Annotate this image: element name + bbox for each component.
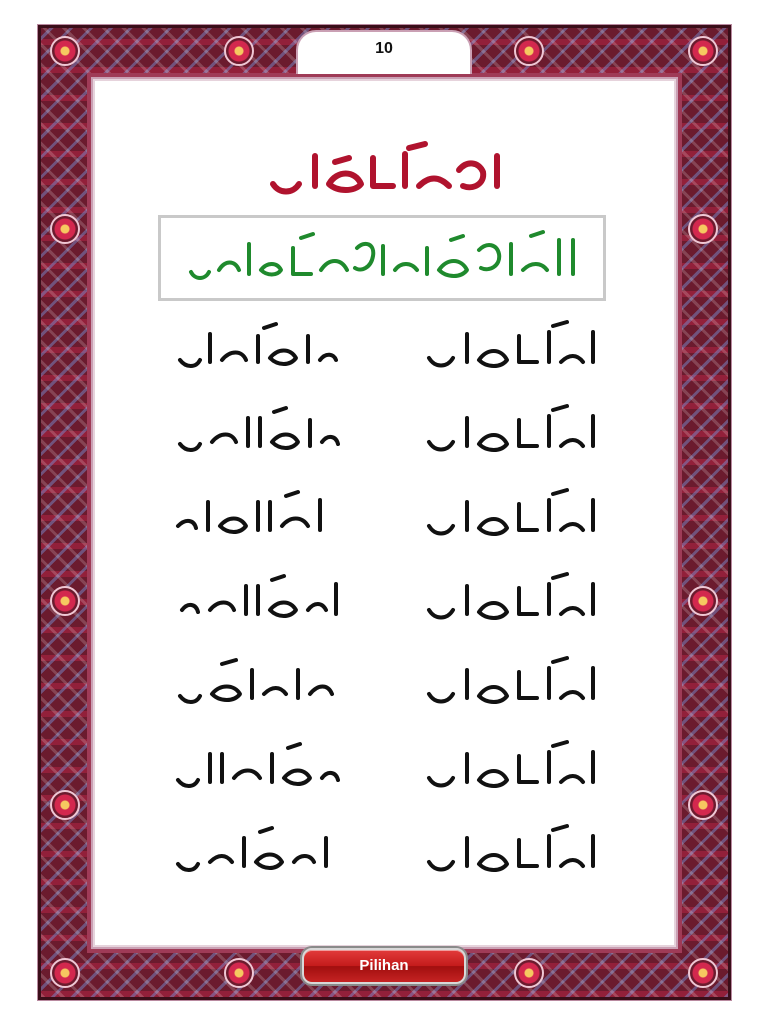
verse-text-left: [160, 738, 350, 798]
shalawat-box: [158, 215, 606, 301]
border-rosette: [50, 586, 80, 616]
verse-text-right: [415, 486, 605, 546]
border-rosette: [514, 36, 544, 66]
pilihan-button[interactable]: Pilihan: [302, 948, 466, 984]
border-rosette: [688, 958, 718, 988]
verse-text-left: [160, 822, 350, 882]
border-rosette: [224, 958, 254, 988]
border-rosette: [50, 958, 80, 988]
verse-text-left: [160, 486, 350, 546]
border-rosette: [514, 958, 544, 988]
verse-text-left: [160, 654, 350, 714]
verse-row: [160, 738, 610, 798]
verse-text-left: [160, 402, 350, 462]
border-rosette: [688, 790, 718, 820]
verse-row: [160, 570, 610, 630]
border-rosette: [50, 790, 80, 820]
verse-text-right: [415, 738, 605, 798]
verse-row: [160, 318, 610, 378]
border-rosette: [688, 586, 718, 616]
page-number: 10: [375, 40, 393, 57]
verse-text-right: [415, 402, 605, 462]
verse-row: [160, 822, 610, 882]
verse-row: [160, 486, 610, 546]
verse-row: [160, 402, 610, 462]
heading-calligraphy: [93, 140, 676, 202]
border-rosette: [688, 214, 718, 244]
verse-row: [160, 654, 610, 714]
verse-text-left: [160, 570, 350, 630]
border-rosette: [50, 214, 80, 244]
verse-text-right: [415, 654, 605, 714]
verse-text-right: [415, 822, 605, 882]
verse-text-left: [160, 318, 350, 378]
border-rosette: [688, 36, 718, 66]
verse-text-right: [415, 570, 605, 630]
verse-text-right: [415, 318, 605, 378]
border-rosette: [50, 36, 80, 66]
border-rosette: [224, 36, 254, 66]
